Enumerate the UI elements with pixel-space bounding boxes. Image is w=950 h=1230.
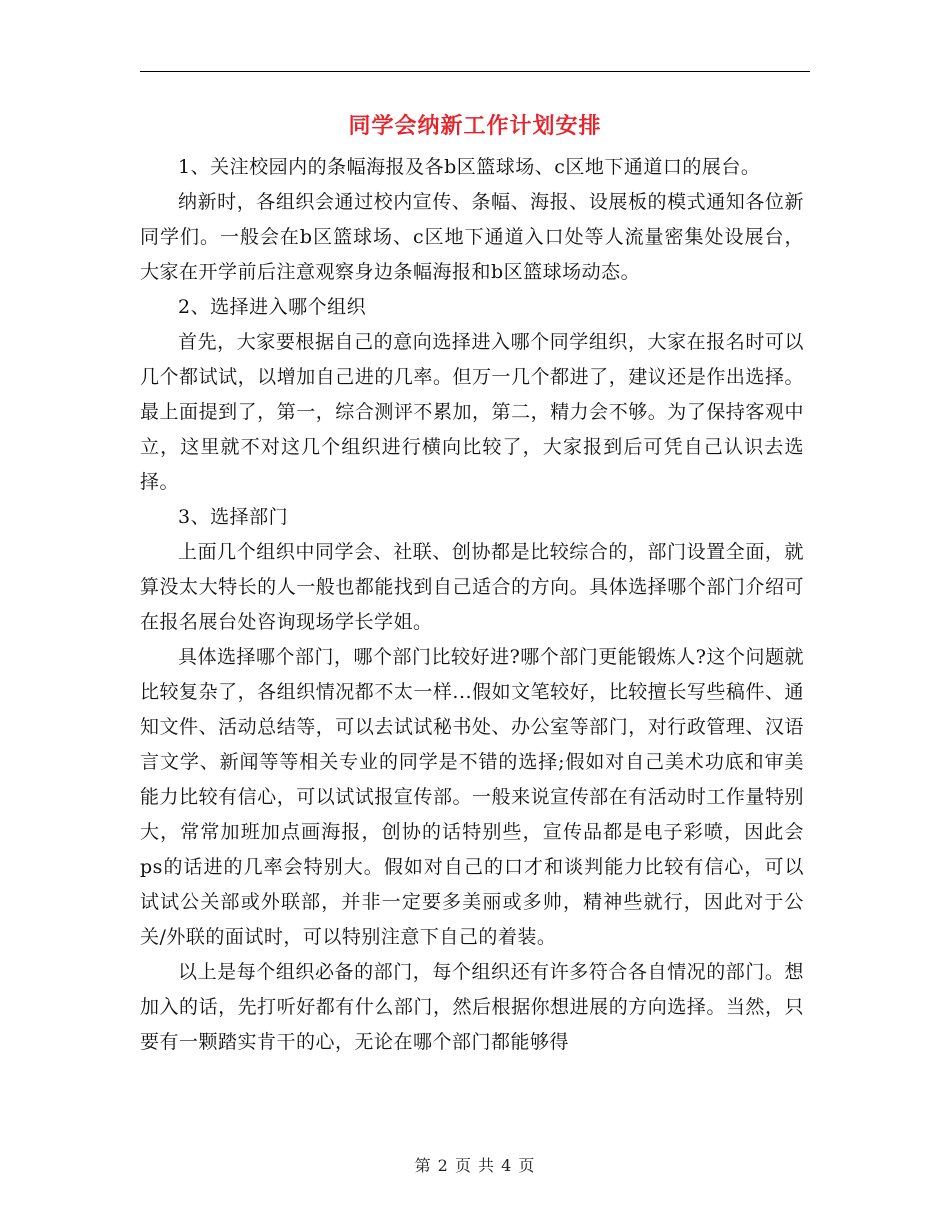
paragraph-3: 首先，大家要根据自己的意向选择进入哪个同学组织，大家在报名时可以几个都试试，以增加自己进的几率。但万一几个都进了，建议还是作出选择。最上面提到了，第一，综合测评不累加，第二，精力会不够。为了保持客观中立，这里就不对这几个组织进行横向比较了，大家报到后可凭自己认识去选择。	[140, 331, 804, 493]
paragraph-1: 1、关注校园内的条幅海报及各b区篮球场、c区地下通道口的展台。	[178, 156, 761, 178]
document-body	[140, 150, 804, 1060]
section-heading-3: 3、选择部门	[178, 506, 289, 528]
paragraph-2: 纳新时，各组织会通过校内宣传、条幅、海报、设展板的模式通知各位新同学们。一般会在b区篮球场、c区地下通道入口处等人流量密集处设展台，大家在开学前后注意观察身边条幅海报和b区篮球场动态。	[140, 191, 804, 283]
section-heading-2: 2、选择进入哪个组织	[178, 296, 367, 318]
paragraph-4: 上面几个组织中同学会、社联、创协都是比较综合的，部门设置全面，就算没太大特长的人一般也都能找到自己适合的方向。具体选择哪个部门介绍可在报名展台处咨询现场学长学姐。	[140, 541, 804, 633]
paragraph-6: 以上是每个组织必备的部门，每个组织还有许多符合各自情况的部门。想加入的话，先打听好都有什么部门，然后根据你想进展的方向选择。当然，只要有一颗踏实肯干的心，无论在哪个部门都能够得	[140, 961, 804, 1053]
document-title: 同学会纳新工作计划安排	[348, 113, 602, 139]
paragraph-5: 具体选择哪个部门，哪个部门比较好进?哪个部门更能锻炼人?这个问题就比较复杂了，各组织情况都不太一样...假如文笔较好，比较擅长写些稿件、通知文件、活动总结等，可以去试试秘书处、办公室等部门，对行政管理、汉语言文学、新闻等等相关专业的同学是不错的选择;假如对自己美术功底和审美能力比较有信心，可以试试报宣传部。一般来说宣传部在有活动时工作量特别大，常常加班加点画海报，创协的话特别些，宣传品都是电子彩喷，因此会ps的话进的几率会特别大。假如对自己的口才和谈判能力比较有信心，可以试试公关部或外联部，并非一定要多美丽或多帅，精神些就行，因此对于公关/外联的面试时，可以特别注意下自己的着装。	[140, 646, 804, 948]
header-rule	[140, 71, 810, 72]
page-number-footer: 第 2 页 共 4 页	[414, 1156, 536, 1175]
